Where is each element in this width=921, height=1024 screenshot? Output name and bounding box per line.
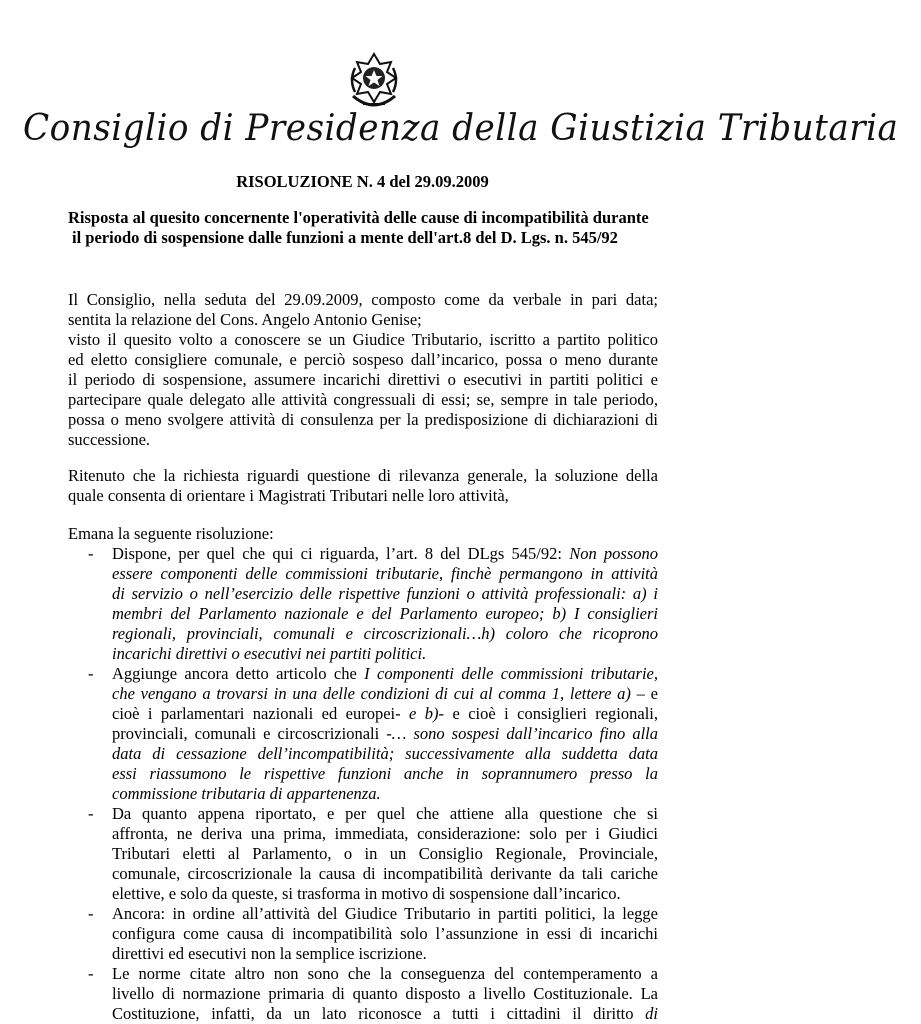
item-quote: essere componenti delle commissioni tributarie, finchè permangono in attività xyxy=(112,564,658,583)
list-dash: - xyxy=(88,964,94,983)
item-quote: membri del Parlamento nazionale e del Parlamento europeo; b) I consiglieri xyxy=(112,604,658,623)
item-text: cioè i parlamentari nazionali ed europei- xyxy=(112,704,410,723)
item-text: Dispone, per quel che qui ci riguarda, l’art. 8 del DLgs 545/92: xyxy=(112,544,570,563)
list-item xyxy=(68,544,658,664)
paragraph-line: possa o meno svolgere attività di consulenza per la predisposizione di dichiarazioni di xyxy=(68,410,658,429)
item-quote: Non possono xyxy=(569,544,658,563)
paragraph-line: visto il quesito volto a conoscere se un Giudice Tributario, iscritto a partito politico xyxy=(68,330,658,349)
item-text: Aggiunge ancora detto articolo che xyxy=(112,664,365,683)
paragraph-line: partecipare quale delegato alle attività congressuali di essi; se, sempre in tale periodo, xyxy=(68,390,658,409)
item-text: configura come causa di incompatibilità solo l’assunzione in essi di incarichi xyxy=(112,924,658,943)
item-text: Ancora: in ordine all’attività del Giudice Tributario in partiti politici, la legge xyxy=(112,904,658,923)
item-quote: che vengano a trovarsi in una delle condizioni di cui al comma 1, lettere a) – xyxy=(112,684,651,703)
paragraph-line: Ritenuto che la richiesta riguardi questione di rilevanza generale, la soluzione della xyxy=(68,466,658,485)
item-text: Costituzione, infatti, da un lato riconosce a tutti i cittadini il diritto xyxy=(112,1004,646,1023)
item-quote: commissione tributaria di appartenenza. xyxy=(112,784,381,803)
item-quote: incarichi direttivi o esecutivi nei partiti politici. xyxy=(112,644,427,663)
document-title: RISOLUZIONE N. 4 del 29.09.2009 xyxy=(236,172,489,191)
resolution-list xyxy=(68,544,658,1024)
subject-line: Risposta al quesito concernente l'operatività delle cause di incompatibilità durante xyxy=(68,208,649,227)
paragraph-line: il periodo di sospensione, assumere incarichi direttivi o esecutivi in partiti politici e xyxy=(68,370,658,389)
italian-republic-emblem-icon xyxy=(345,52,403,112)
paragraph-line: ed eletto consigliere comunale, e perciò sospeso dall’incarico, possa o meno durante xyxy=(68,350,658,369)
item-quote: e b)- xyxy=(409,704,445,723)
list-item xyxy=(68,904,658,964)
item-text: Le norme citate altro non sono che la conseguenza del contemperamento a xyxy=(112,964,658,983)
item-quote: data di cessazione dell’incompatibilità; successivamente alla suddetta data xyxy=(112,744,658,763)
item-text: e cioè i consiglieri regionali, xyxy=(444,704,658,723)
item-text: livello di normazione primaria di quanto disposto a livello Costituzionale. La xyxy=(112,984,658,1003)
paragraph-line: Emana la seguente risoluzione: xyxy=(68,524,274,543)
item-text: e xyxy=(650,684,658,703)
item-quote: di xyxy=(645,1004,658,1023)
emana-paragraph xyxy=(68,524,658,544)
item-text: elettive, e solo da queste, si trasforma in motivo di sospensione dall’incarico. xyxy=(112,884,621,903)
list-dash: - xyxy=(88,904,94,923)
item-text: comunale, circoscrizionale la causa di incompatibilità derivante da tali cariche xyxy=(112,864,658,883)
item-quote: regionali, provinciali, comunali e circoscrizionali…h) coloro che ricoprono xyxy=(112,624,658,643)
list-item xyxy=(68,664,658,804)
item-text: affronta, ne deriva una prima, immediata, considerazione: solo per i Giudici xyxy=(112,824,658,843)
intro-paragraph xyxy=(68,290,658,450)
paragraph-line: successione. xyxy=(68,430,151,449)
item-quote: I componenti delle commissioni tributarie, xyxy=(364,664,659,683)
list-dash: - xyxy=(88,544,94,563)
list-item xyxy=(68,964,658,1024)
list-dash: - xyxy=(88,664,94,683)
item-text: Tributari eletti al Parlamento, o in un Consiglio Regionale, Provinciale, xyxy=(112,844,658,863)
item-quote: … sono sospesi dall’incarico fino alla xyxy=(391,724,658,743)
paragraph-line: quale consenta di orientare i Magistrati Tributari nelle loro attività, xyxy=(68,486,509,505)
subject-line: il periodo di sospensione dalle funzioni a mente dell'art.8 del D. Lgs. n. 545/92 xyxy=(72,228,618,247)
organization-name: Consiglio di Presidenza della Giustizia Tributaria xyxy=(23,108,899,149)
paragraph-line: Il Consiglio, nella seduta del 29.09.2009, composto come da verbale in pari data; xyxy=(68,290,658,309)
list-item xyxy=(68,804,658,904)
item-quote: di servizio o nell’esercizio delle rispettive funzioni o attività professionali: a) i xyxy=(112,584,658,603)
list-dash: - xyxy=(88,804,94,823)
item-text: provinciali, comunali e circoscrizionali - xyxy=(112,724,392,743)
ritenuto-paragraph xyxy=(68,466,658,506)
document-subject xyxy=(68,208,680,248)
item-quote: essi riassumono le rispettive funzioni anche in soprannumero presso la xyxy=(112,764,658,783)
item-text: direttivi ed esecutivi non la semplice iscrizione. xyxy=(112,944,427,963)
paragraph-line: sentita la relazione del Cons. Angelo Antonio Genise; xyxy=(68,310,422,329)
item-text: Da quanto appena riportato, e per quel che attiene alla questione che si xyxy=(112,804,658,823)
